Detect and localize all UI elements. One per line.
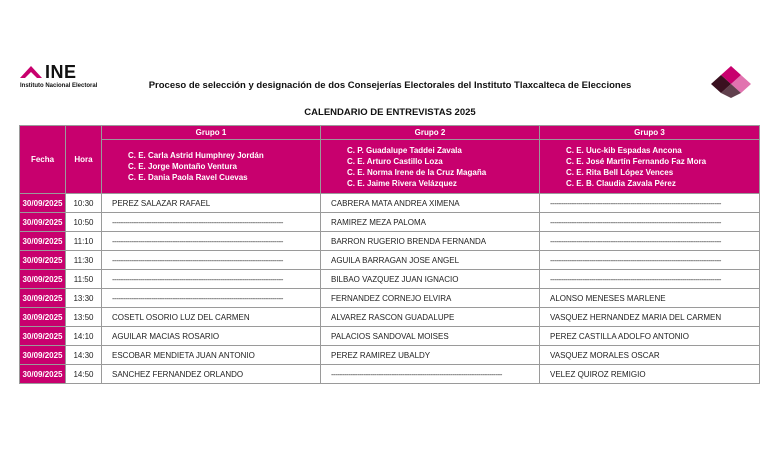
group-1-candidate: ------------------------------------------------------------------------------- — [102, 270, 321, 289]
group-member: C. E. Uuc-kib Espadas Ancona — [566, 145, 682, 155]
group-member: C. E. Jorge Montaño Ventura — [128, 162, 237, 171]
column-header-hora: Hora — [66, 126, 102, 194]
group-3-candidate: PEREZ CASTILLA ADOLFO ANTONIO — [540, 327, 760, 346]
table-row — [20, 365, 760, 384]
date-cell: 30/09/2025 — [20, 289, 66, 308]
group-2-candidate: CABRERA MATA ANDREA XIMENA — [321, 194, 540, 213]
group-1-candidate: AGUILAR MACIAS ROSARIO — [102, 327, 321, 346]
group-3-candidate: ALONSO MENESES MARLENE — [540, 289, 760, 308]
table-row — [20, 327, 760, 346]
time-cell: 11:10 — [66, 232, 102, 251]
date-cell: 30/09/2025 — [20, 251, 66, 270]
group-3-members — [540, 140, 760, 194]
group-1-title: Grupo 1 — [102, 126, 321, 140]
date-cell: 30/09/2025 — [20, 346, 66, 365]
date-cell: 30/09/2025 — [20, 270, 66, 289]
group-1-candidate: ESCOBAR MENDIETA JUAN ANTONIO — [102, 346, 321, 365]
table-row — [20, 346, 760, 365]
group-1-candidate: COSETL OSORIO LUZ DEL CARMEN — [102, 308, 321, 327]
time-cell: 13:30 — [66, 289, 102, 308]
date-cell: 30/09/2025 — [20, 232, 66, 251]
time-cell: 11:50 — [66, 270, 102, 289]
group-2-candidate: ------------------------------------------------------------------------------- — [321, 365, 540, 384]
group-3-candidate: ------------------------------------------------------------------------------- — [540, 213, 760, 232]
group-2-candidate: RAMIREZ MEZA PALOMA — [321, 213, 540, 232]
date-cell: 30/09/2025 — [20, 308, 66, 327]
ine-logo-mark-inner — [25, 72, 37, 78]
table-row — [20, 270, 760, 289]
time-cell: 14:30 — [66, 346, 102, 365]
time-cell: 13:50 — [66, 308, 102, 327]
group-member: C. P. Guadalupe Taddei Zavala — [347, 145, 462, 155]
column-header-fecha: Fecha — [20, 126, 66, 194]
group-member: C. E. Jaime Rivera Velázquez — [347, 178, 457, 188]
time-cell: 10:50 — [66, 213, 102, 232]
group-member: C. E. Carla Astrid Humphrey Jordán — [128, 151, 264, 160]
group-1-members — [102, 140, 321, 194]
time-cell: 10:30 — [66, 194, 102, 213]
group-member: C. E. Arturo Castillo Loza — [347, 156, 443, 166]
date-cell: 30/09/2025 — [20, 327, 66, 346]
group-2-title: Grupo 2 — [321, 126, 540, 140]
group-2-candidate: BILBAO VAZQUEZ JUAN IGNACIO — [321, 270, 540, 289]
interview-schedule-table — [19, 125, 760, 384]
date-cell: 30/09/2025 — [20, 213, 66, 232]
group-3-candidate: VASQUEZ HERNANDEZ MARIA DEL CARMEN — [540, 308, 760, 327]
ine-logo — [20, 62, 120, 92]
group-2-candidate: PEREZ RAMIREZ UBALDY — [321, 346, 540, 365]
document-title: Proceso de selección y designación de dos Consejerías Electorales del Instituto Tlaxcalteca de Elecciones — [148, 80, 632, 91]
group-3-candidate: VASQUEZ MORALES OSCAR — [540, 346, 760, 365]
time-cell: 11:30 — [66, 251, 102, 270]
group-3-candidate: ------------------------------------------------------------------------------- — [540, 232, 760, 251]
table-row — [20, 194, 760, 213]
group-3-candidate: ------------------------------------------------------------------------------- — [540, 194, 760, 213]
calendar-subtitle: CALENDARIO DE ENTREVISTAS 2025 — [304, 107, 476, 118]
group-1-candidate: ------------------------------------------------------------------------------- — [102, 232, 321, 251]
table-row — [20, 289, 760, 308]
group-member: C. E. Rita Bell López Vences — [566, 167, 674, 177]
group-member: C. E. Norma Irene de la Cruz Magaña — [347, 167, 487, 177]
group-member: C. E. Dania Paola Ravel Cuevas — [128, 173, 248, 182]
date-cell: 30/09/2025 — [20, 365, 66, 384]
ine-logo-text: INE — [45, 62, 77, 82]
group-1-candidate: PEREZ SALAZAR RAFAEL — [102, 194, 321, 213]
group-2-candidate: FERNANDEZ CORNEJO ELVIRA — [321, 289, 540, 308]
group-member: C. E. José Martín Fernando Faz Mora — [566, 156, 707, 166]
date-cell: 30/09/2025 — [20, 194, 66, 213]
group-2-candidate: BARRON RUGERIO BRENDA FERNANDA — [321, 232, 540, 251]
group-3-candidate: VELEZ QUIROZ REMIGIO — [540, 365, 760, 384]
group-1-candidate: ------------------------------------------------------------------------------- — [102, 289, 321, 308]
group-1-candidate: SANCHEZ FERNANDEZ ORLANDO — [102, 365, 321, 384]
ine-logo-subtext: Instituto Nacional Electoral — [20, 83, 98, 89]
group-1-candidate: ------------------------------------------------------------------------------- — [102, 213, 321, 232]
group-3-candidate: ------------------------------------------------------------------------------- — [540, 251, 760, 270]
group-2-candidate: AGUILA BARRAGAN JOSE ANGEL — [321, 251, 540, 270]
time-cell: 14:10 — [66, 327, 102, 346]
table-row — [20, 308, 760, 327]
table-row — [20, 232, 760, 251]
time-cell: 14:50 — [66, 365, 102, 384]
group-2-members — [321, 140, 540, 194]
ite-corner-logo-icon — [710, 64, 752, 100]
group-1-candidate: ------------------------------------------------------------------------------- — [102, 251, 321, 270]
group-3-candidate: ------------------------------------------------------------------------------- — [540, 270, 760, 289]
table-row — [20, 251, 760, 270]
group-3-title: Grupo 3 — [540, 126, 760, 140]
group-2-candidate: PALACIOS SANDOVAL MOISES — [321, 327, 540, 346]
group-2-candidate: ALVAREZ RASCON GUADALUPE — [321, 308, 540, 327]
table-row — [20, 213, 760, 232]
group-member: C. E. B. Claudia Zavala Pérez — [566, 178, 676, 188]
